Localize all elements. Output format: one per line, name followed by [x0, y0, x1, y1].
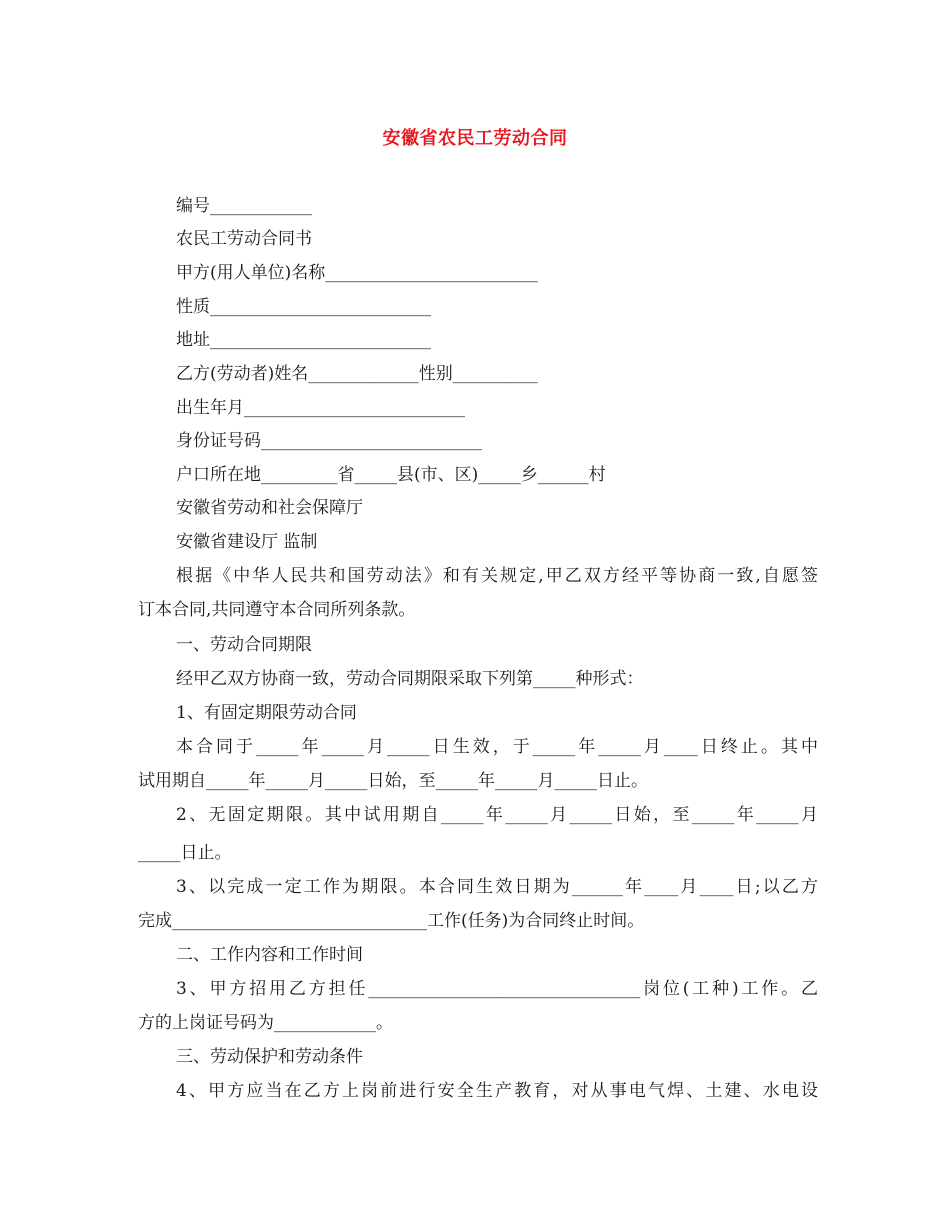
id-number-line: 身份证号码__________________________	[176, 431, 482, 451]
document-title: 安徽省农民工劳动合同	[382, 128, 568, 149]
fixed-term-line-2: 试用期自_____年_____月_____日始，至_____年_____月_____日止。	[138, 771, 648, 791]
open-term-line-1: 2、无固定期限。其中试用期自_____年_____月_____日始，至_____年_____月	[176, 805, 818, 825]
section-1-heading: 一、劳动合同期限	[176, 635, 312, 655]
nature-line: 性质__________________________	[176, 297, 431, 317]
preamble-line-1: 根据《中华人民共和国劳动法》和有关规定,甲乙双方经平等协商一致,自愿签	[176, 566, 818, 586]
section-3-heading: 三、劳动保护和劳动条件	[176, 1047, 363, 1067]
party-a-name-line: 甲方(用人单位)名称_________________________	[176, 263, 538, 283]
contract-number-line: 编号____________	[176, 196, 312, 216]
task-term-line-1: 3、以完成一定工作为期限。本合同生效日期为______年____月____日;以乙方	[176, 877, 818, 897]
party-b-name-line: 乙方(劳动者)姓名_____________性别__________	[176, 364, 538, 384]
term-form-line: 经甲乙双方协商一致，劳动合同期限采取下列第_____种形式：	[176, 669, 644, 689]
clause-1-heading: 1、有固定期限劳动合同	[176, 703, 357, 723]
position-line-1: 3、甲方招用乙方担任________________________________岗位(工种)工作。乙	[176, 979, 818, 999]
fixed-term-line-1: 本合同于_____年_____月_____日生效，于_____年_____月____日终止。其中	[176, 737, 818, 757]
safety-education-line: 4、甲方应当在乙方上岗前进行安全生产教育，对从事电气焊、土建、水电设	[176, 1081, 818, 1101]
contract-book-heading: 农民工劳动合同书	[176, 229, 312, 249]
position-line-2: 方的上岗证号码为____________。	[138, 1013, 393, 1033]
issuer-labor-dept: 安徽省劳动和社会保障厅	[176, 498, 363, 518]
task-term-line-2: 完成______________________________工作(任务)为合同终止时间。	[138, 911, 645, 931]
household-location-line: 户口所在地_________省_____县(市、区)_____乡______村	[176, 465, 606, 485]
birth-date-line: 出生年月__________________________	[176, 398, 465, 418]
address-line: 地址__________________________	[176, 330, 431, 350]
open-term-line-2: _____日止。	[138, 843, 232, 863]
section-2-heading: 二、工作内容和工作时间	[176, 945, 363, 965]
preamble-line-2: 订本合同,共同遵守本合同所列条款。	[138, 600, 416, 620]
issuer-construction-dept: 安徽省建设厅 监制	[176, 532, 318, 552]
